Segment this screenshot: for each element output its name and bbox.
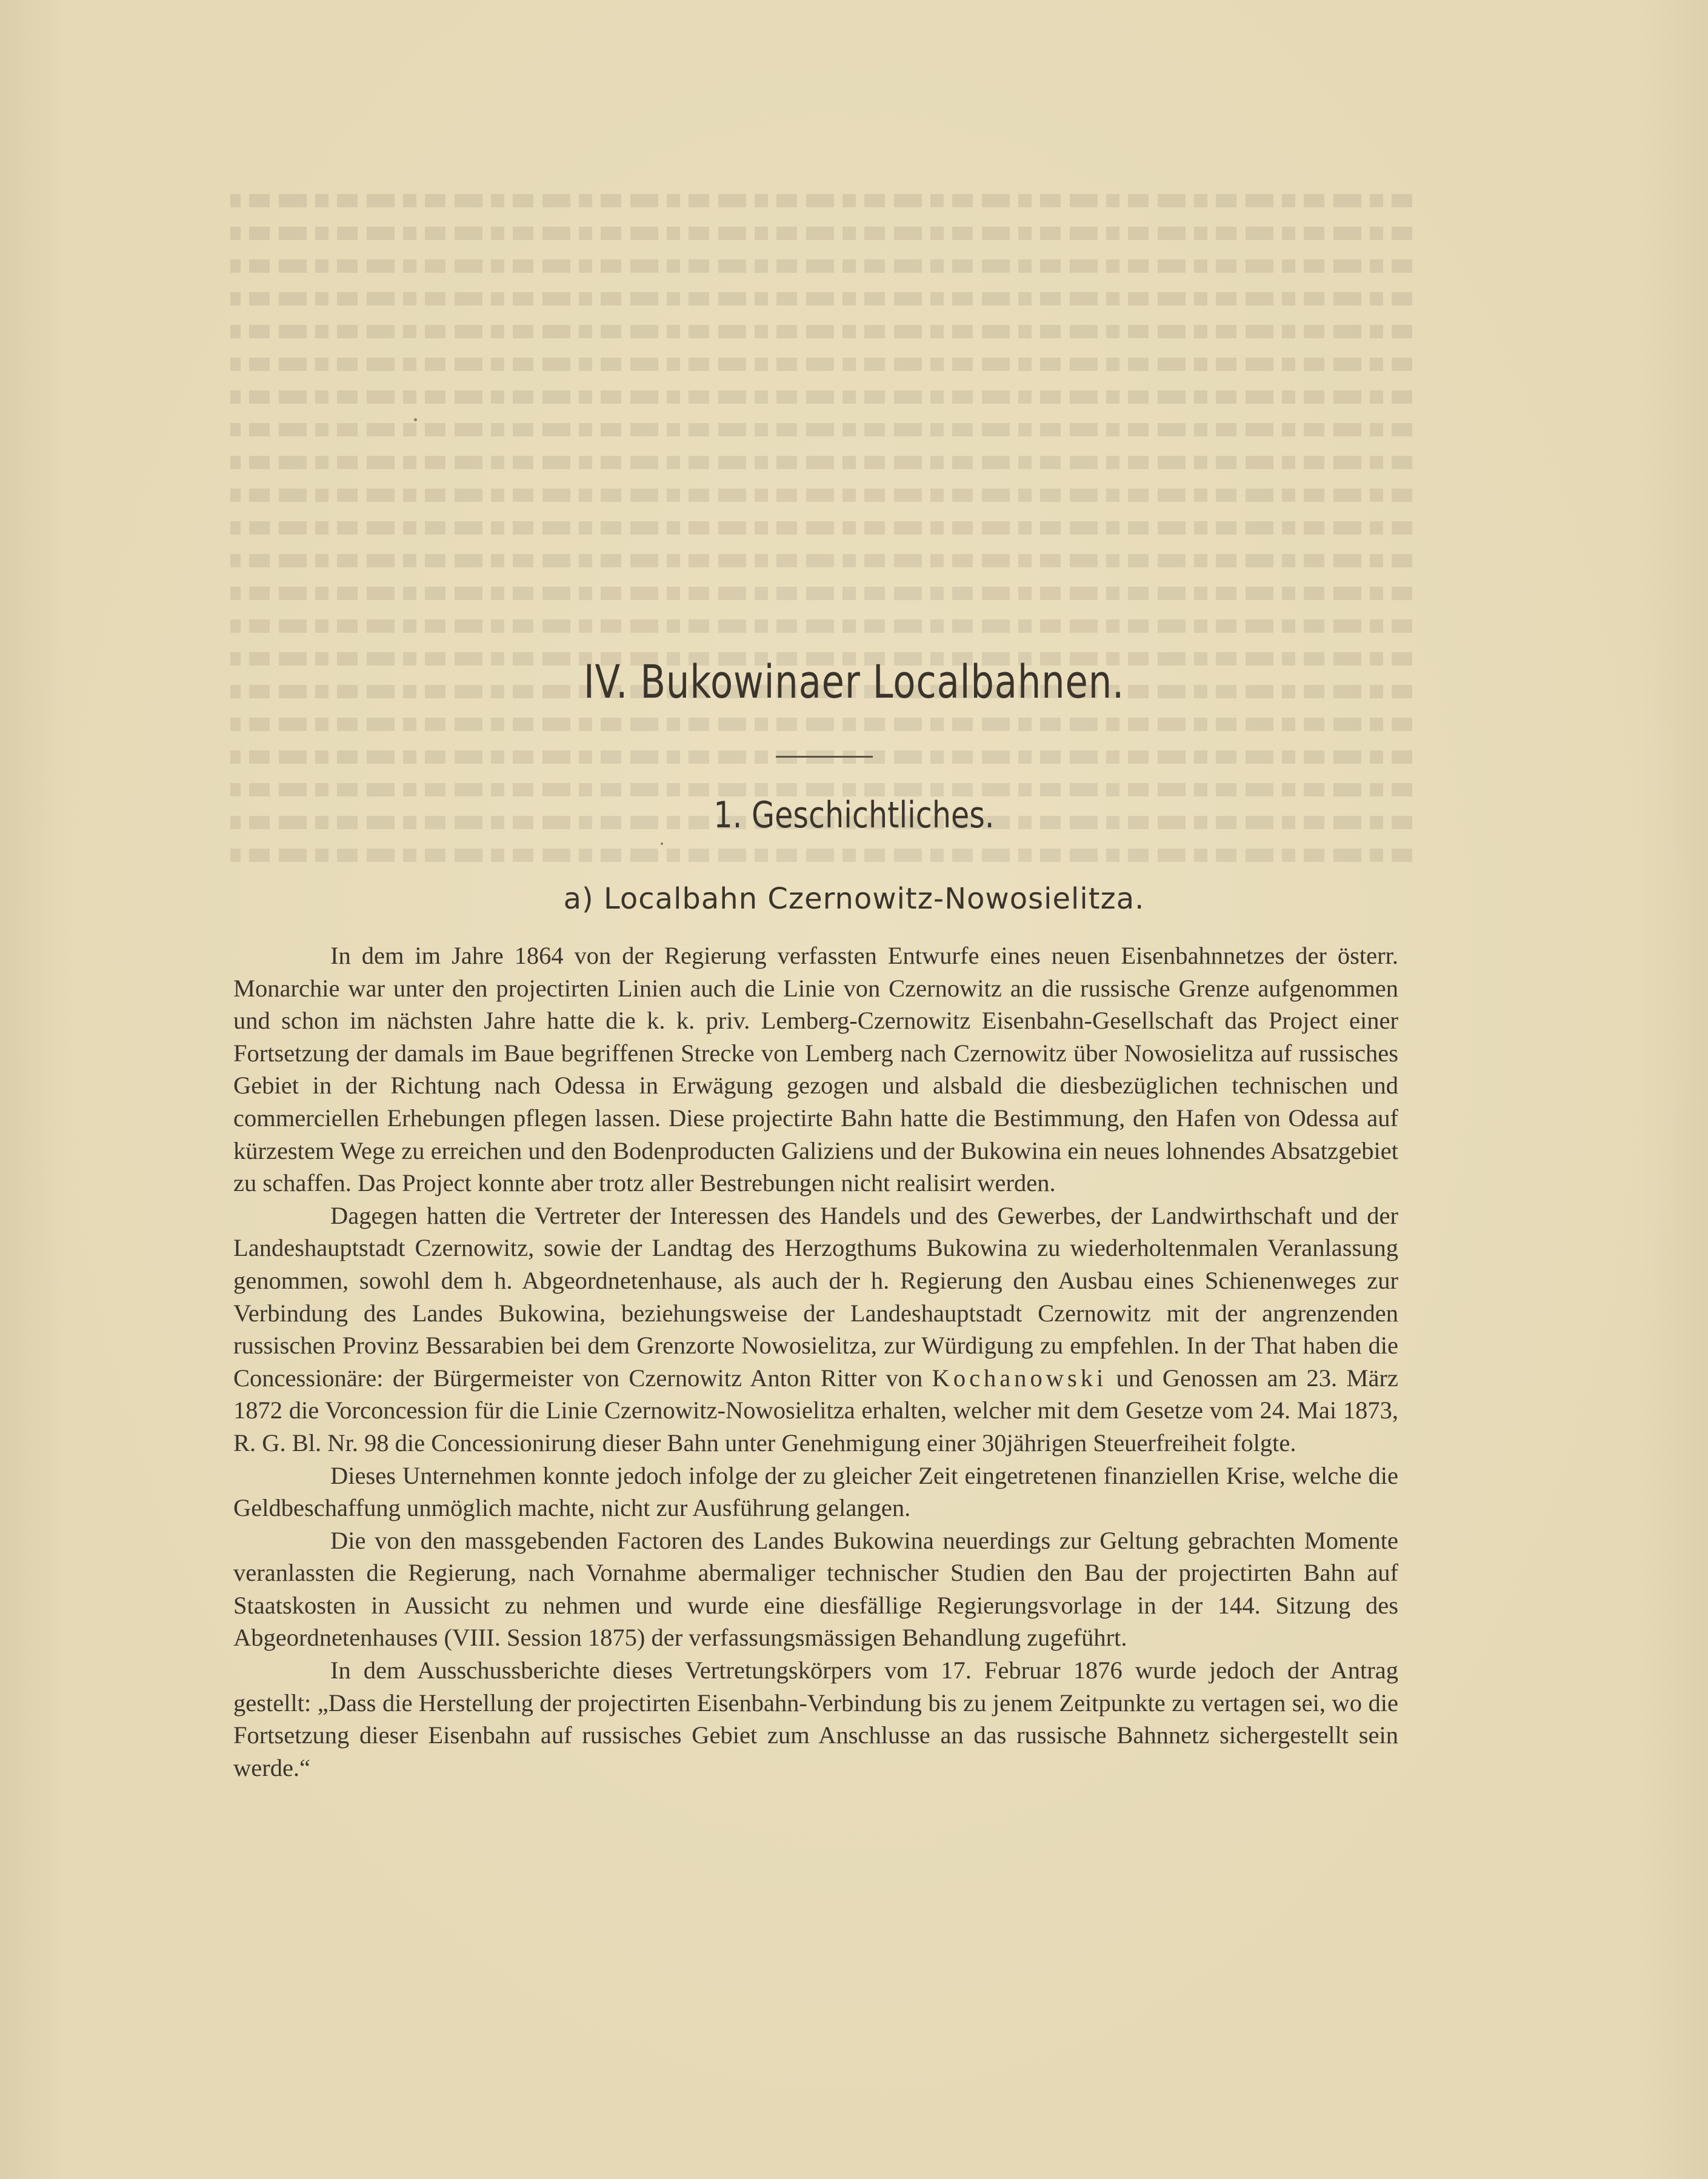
paragraph-3: Dieses Unternehmen konnte jedoch infolge der zu gleicher Zeit eingetretenen finanziellen Krise, welche die Geldbeschaffung unmöglich machte, nicht zur Ausführung gelangen. [233,1461,1398,1522]
section-title: 1. Geschichtliches. [713,794,995,836]
paragraph-2 [233,1200,1398,1460]
body-text [233,939,1398,1784]
paragraph-5: In dem Ausschussberichte dieses Vertretungskörpers vom 17. Februar 1876 wurde jedoch der Antrag gestellt: „Dass die Herstellung der projectirten Eisenbahn-Verbindung bis zu jenem Zeitpunkte zu vertagen sei, wo die Fortsetzung dieser Eisenbahn auf russisches Gebiet zum Anschlusse an das russische Bahnnetz sichergestellt sein werde.“ [233,1657,1398,1781]
subsection-title: a) Localbahn Czernowitz-Nowosielitza. [563,882,1145,916]
paragraph-4: Die von den massgebenden Factoren des Landes Bukowina neuerdings zur Geltung gebrachten Momente veranlassten die Regierung, nach Vornahme abermaliger technischer Studien den Bau der projectirten Bahn auf Staatskosten in Aussicht zu nehmen und wurde eine diesfällige Regierungsvorlage in der 144. Sitzung des Abgeordnetenhauses (VIII. Session 1875) der verfassungsmässigen Behandlung zugeführt. [233,1526,1398,1652]
paragraph-2-part-1: Dagegen hatten die Vertreter der Interessen des Handels und des Gewerbes, der Landwirthschaft und der Landeshauptstadt Czernowitz, sowie der Landtag des Herzogthums Bukowina zu wiederholtenmalen Veranlassung genommen, sowohl dem h. Abgeordnetenhause, als auch der h. Regierung den Ausbau eines Schienenweges zur Verbindung des Landes Bukowina, beziehungsweise der Landeshauptstadt Czernowitz mit der angrenzenden russischen Provinz Bessarabien bei dem Grenzorte Nowosielitza, zur Würdigung zu empfehlen. In der That haben die Concessionäre: der Bürgermeister von Czernowitz Anton Ritter von [233,1201,1398,1392]
paper-speck [414,418,417,421]
paragraph-2-part-2: und Genossen am 23. März 1872 die Vorconcession für die Linie Czernowitz-Nowosielitza erhalten, welcher mit dem Gesetze vom 24. Mai 1873, R. G. Bl. Nr. 98 die Concessionirung dieser Bahn unter Genehmigung einer 30jährigen Steuerfreiheit folgte. [233,1364,1398,1457]
paragraph-1: In dem im Jahre 1864 von der Regierung verfassten Entwurfe eines neuen Eisenbahnnetzes der österr. Monarchie war unter den projectirten Linien auch die Linie von Czernowitz an die russische Grenze aufgenommen und schon im nächsten Jahre hatte die k. k. priv. Lemberg-Czernowitz Eisenbahn-Gesellschaft das Project einer Fortsetzung der damals im Baue begriffenen Strecke von Lemberg nach Czernowitz über Nowosielitza auf russisches Gebiet in der Richtung nach Odessa in Erwägung gezogen und alsbald die diesbezüglichen technischen und commerciellen Erhebungen pflegen lassen. Diese projectirte Bahn hatte die Bestimmung, den Hafen von Odessa auf kürzestem Wege zu erreichen und den Bodenproducten Galiziens und der Bukowina ein neues lohnendes Absatzgebiet zu schaffen. Das Project konnte aber trotz aller Bestrebungen nicht realisirt werden. [233,942,1398,1197]
chapter-title: IV. Bukowinaer Localbahnen. [583,655,1125,709]
paper-speck [661,843,663,845]
bleed-through-text [230,194,1412,891]
title-divider [776,756,873,758]
name-kochanowski: Kochanowski [932,1364,1107,1392]
